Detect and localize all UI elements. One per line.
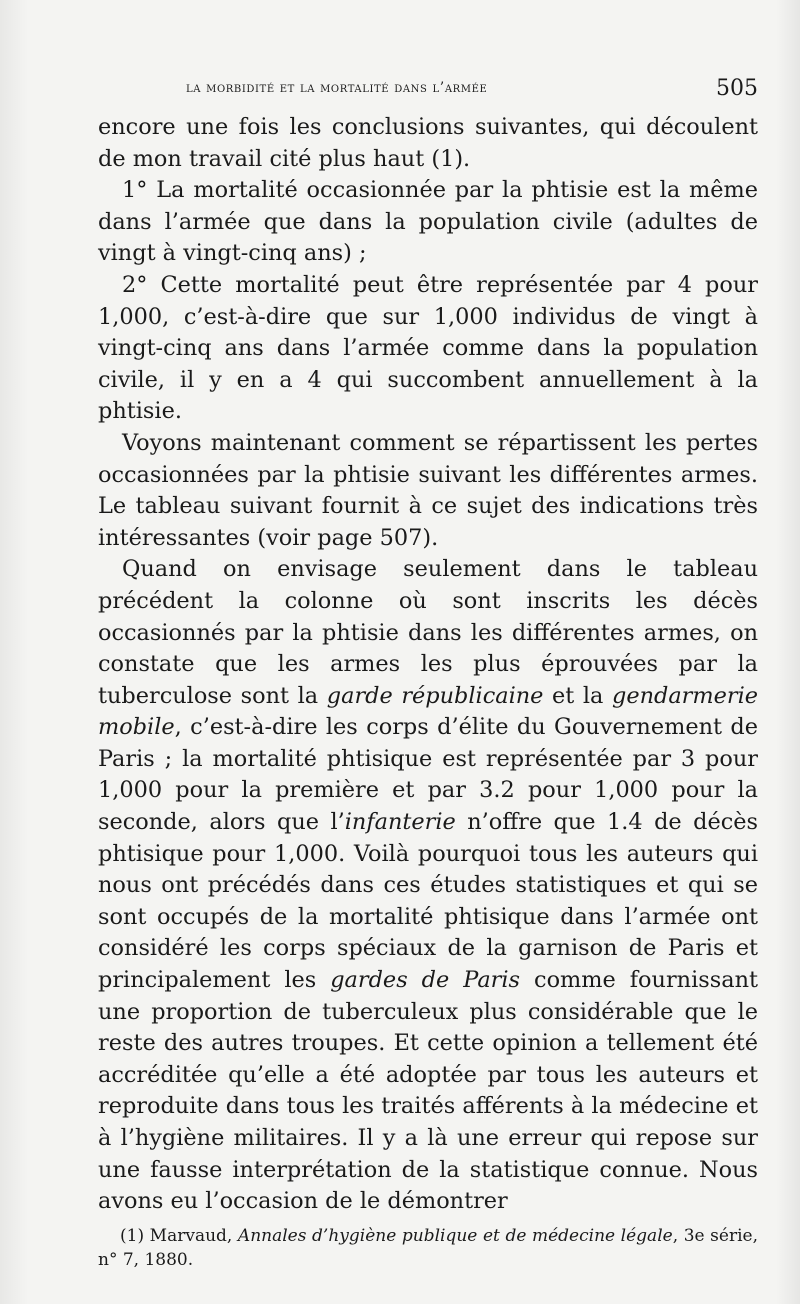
text-run: et la [543,682,612,709]
text-run: encore une fois les conclusions suivantes, qui découlent de mon travail cité plus haut (1). [98,114,758,172]
text-run: , 3e série, n° 7, 1880. [98,1226,758,1270]
page-number: 505 [716,76,758,101]
text-run: n’offre que 1.4 de décès phtisique pour 1,000. Voilà pourquoi tous les auteurs qui nous ont précédés dans ces études statistiques et qui se sont occupés de la mortalité phtisique dans l’armée ont considéré les corps spéciaux de la garnison de Paris et principalement les [98,809,758,994]
text-run: comme fournissant une proportion de tuberculeux plus considérable que le reste des autres troupes. Et cette opinion a tellement été accréditée qu’elle a été adoptée par tous les auteurs et reproduite dans tous les traités afférents à la médecine et à l’hygiène militaires. Il y a là une erreur qui repose sur une fausse interprétation de la statistique connue. Nous avons eu l’occasion de le démontrer [98,967,758,1215]
body-text [98,112,758,1218]
italic-text-run: garde républicaine [326,682,544,709]
text-run: 2° Cette mortalité peut être représentée par 4 pour 1,000, c’est-à-dire que sur 1,000 individus de vingt à vingt-cinq ans dans l’armée comme dans la population civile, il y en a 4 qui succombent annuellement à la phtisie. [98,271,758,425]
running-title: la morbidité et la mortalité dans l’armée [186,80,488,96]
text-run: Voyons maintenant comment se répartissent les pertes occasionnées par la phtisie suivant les différentes armes. Le tableau suivant fournit à ce sujet des indications très intéressantes (voir page 507). [98,429,758,551]
paragraph [98,270,758,428]
italic-text-run: infanterie [344,809,456,836]
italic-text-run: Annales d’hygiène publique et de médecine légale [237,1226,673,1246]
paragraph [98,112,758,175]
page-header [186,76,758,102]
italic-text-run: gendarmerie mobile [98,682,758,741]
paragraph [98,428,758,554]
paragraph [98,175,758,270]
text-run: (1) Marvaud, [120,1226,238,1246]
footnote-text [98,1224,758,1272]
footnote [98,1224,758,1272]
italic-text-run: gardes de Paris [330,967,521,994]
paragraph [98,554,758,1217]
text-run: Quand on envisage seulement dans le tableau précédent la colonne où sont inscrits les décès occasionnés par la phtisie dans les différentes armes, on constate que les armes les plus éprouvées par la tuberculose sont la [98,556,758,709]
text-run: 1° La mortalité occasionnée par la phtisie est la même dans l’armée que dans la population civile (adultes de vingt à vingt-cinq ans) ; [98,177,758,267]
text-run: , c’est-à-dire les corps d’élite du Gouvernement de Paris ; la mortalité phtisique est représentée par 3 pour 1,000 pour la première et par 3.2 pour 1,000 pour la seconde, alors que l’ [98,714,758,836]
